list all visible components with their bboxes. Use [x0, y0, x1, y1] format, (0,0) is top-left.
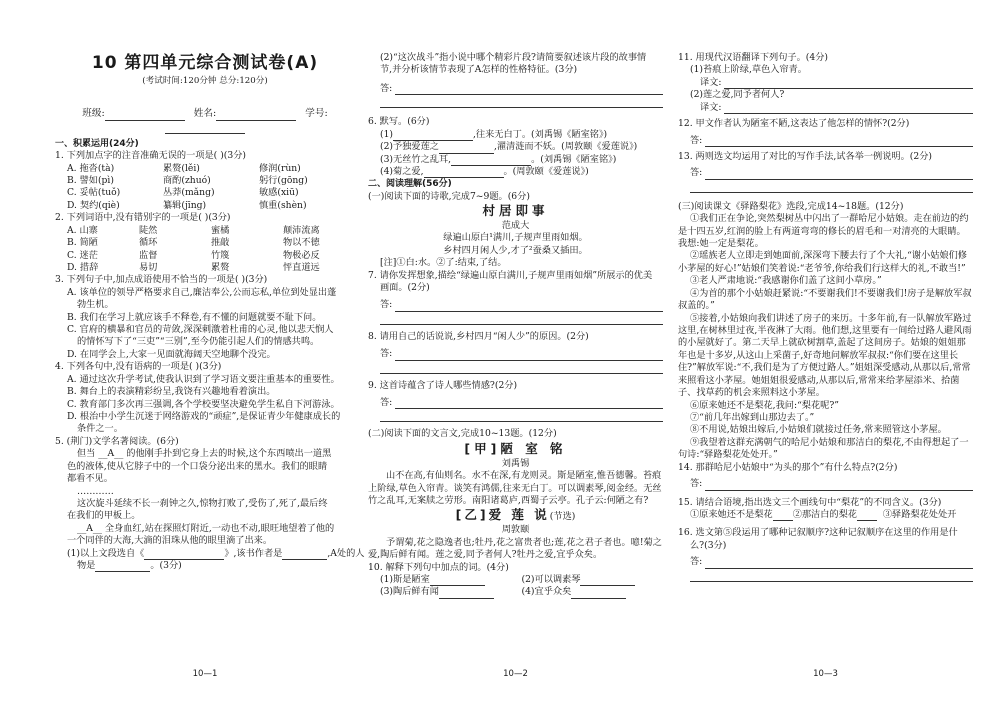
q15-item	[883, 509, 973, 521]
answer-label: 答:	[690, 556, 703, 568]
excerpt-line: 但当 __A__ 的他刚手扑到它身上去的时候,这个东西喷出一道黑	[77, 448, 332, 460]
name-label: 姓名:	[193, 108, 217, 119]
question-11-stem: 11. 用现代汉语翻译下列句子。(4分)	[678, 52, 828, 63]
book-title-field[interactable]	[144, 550, 224, 560]
question-2-option-c[interactable]	[55, 250, 355, 262]
answer-line[interactable]	[368, 348, 663, 360]
q10-item	[522, 574, 664, 586]
id-field[interactable]	[165, 124, 245, 134]
question-10-row	[368, 586, 663, 598]
option-word: 累赘	[211, 261, 230, 273]
passage-para: ④为首的那个小姑娘赶紧说:“不要谢我们!不要谢我们!房子是解放军叔叔盖的。”	[678, 287, 972, 312]
question-15: 15. 请结合语境,指出选文三个画线句中“梨花”的不同含义。(3分)	[678, 496, 942, 508]
option-word: B. 譬如(pì)	[67, 174, 114, 186]
question-7-cont: 画面。(2分)	[380, 281, 430, 293]
poem-line: 乡村四月闲人少,才了²蚕桑又插田。	[443, 244, 588, 256]
page-3	[678, 0, 973, 711]
question-text: (1)	[380, 128, 394, 140]
q10-item	[380, 574, 522, 586]
answer-line[interactable]	[690, 180, 973, 193]
answer-label: 答:	[690, 134, 703, 146]
poem-line: 绿遍山原白¹满川,子规声里雨如烟。	[443, 232, 588, 244]
option-word: 修润(rùn)	[259, 162, 301, 174]
option-word: 蜜橘	[211, 224, 230, 236]
option-word: 累赘(lěi)	[163, 162, 200, 174]
question-4-stem: 4. 下列各句中,没有语病的一项是( )(3分)	[55, 361, 222, 373]
q10-item	[522, 586, 664, 598]
q10-answer-field[interactable]	[439, 589, 494, 599]
q15-phrase: ③驿路梨花处处开	[882, 508, 957, 520]
answer-label: 答:	[380, 397, 393, 409]
class-field[interactable]	[105, 111, 185, 121]
excerpt-ellipsis: …………	[77, 485, 114, 497]
passage-para: ⑧不用说,姑娘出嫁后,小姑娘们就接过任务,常来照管这小茅屋。	[690, 424, 947, 436]
question-6-stem: 6. 默写。(6分)	[368, 116, 430, 128]
question-7: 7. 请你发挥想象,描绘“绿遍山原白满川,子规声里雨如烟”所展示的优美	[368, 269, 653, 281]
option-word: 循环	[139, 237, 158, 249]
answer-label: 答:	[690, 167, 703, 179]
exam-subtitle: (考试时间:120分钟 总分:120分)	[142, 76, 268, 86]
question-text: 。(刘禹锡《陋室铭》)	[531, 153, 617, 165]
option-word: 物以不徳	[283, 237, 320, 249]
answer-line[interactable]	[368, 299, 663, 311]
question-4-option-d[interactable]: D. 根治中小学生沉迷于网络游戏的“顽症”,是保证青少年健康成长的	[67, 411, 341, 422]
answer-line[interactable]	[368, 397, 663, 409]
excerpt-line: __A__ 全身血红,站在探照灯附近,一动也不动,眼旺地望着了他的	[77, 522, 335, 534]
poem-title: 村居即事	[482, 202, 549, 218]
question-5-2: (2)“这次战斗”指小说中哪个精彩片段?请简要叙述该片段的故事情	[380, 52, 647, 63]
reading-2-intro: (二)阅读下面的文言文,完成10~13题。(12分)	[368, 428, 557, 440]
q15-phrase: ①原来她还不是梨花	[690, 508, 773, 520]
question-text: 。(周敦颐《爱莲说》)	[503, 165, 589, 177]
question-16-cont: 么?(3分)	[690, 539, 727, 551]
question-1-stem: 1. 下列加点字的注音准确无误的一项是( )(3分)	[55, 150, 246, 162]
answer-line[interactable]	[368, 83, 663, 95]
passage-para: ①我们正在争论,突然梨树丛中闪出了一群哈尼小姑娘。走在前边的约是十四五岁,红润的脸上有两道弯弯的修长的眉毛和一对清亮的大眼睛。我想:她一定是梨花。	[678, 213, 969, 250]
question-text: ,往来无白丁。(刘禹锡《陋室铭》)	[473, 128, 608, 140]
poem-author: 范成大	[501, 219, 530, 231]
question-13: 13. 两则选文均运用了对比的写作手法,试各举一例说明。(2分)	[678, 150, 932, 162]
reading-1-intro: (一)阅读下面的诗歌,完成7~9题。(6分)	[368, 190, 530, 202]
option-word: A. 拖沓(tà)	[67, 162, 115, 174]
q10-item	[380, 586, 522, 598]
q10-word: (3)陶后鲜有闻	[380, 586, 439, 598]
answer-line[interactable]	[690, 569, 973, 582]
question-text: ,濯清涟而不妖。(周敦颐《爱莲说》)	[493, 141, 638, 153]
text-jia-author: 刘禹锡	[501, 457, 530, 469]
question-1-option-a[interactable]	[55, 163, 355, 175]
question-2-option-d[interactable]	[55, 262, 355, 274]
option-word: C. 妥帖(tuǒ)	[67, 187, 121, 199]
question-3-option-a-cont: 勃生机。	[77, 299, 114, 311]
q10-word: (1)斯是陋室	[380, 574, 430, 585]
option-word: D. 措辞	[67, 261, 99, 273]
translation-label: 译文:	[700, 76, 722, 88]
text-yi-title: [乙]爱 莲 说	[455, 507, 550, 523]
dictation-field[interactable]	[439, 144, 494, 154]
page-number: 10—1	[192, 669, 218, 679]
q15-item	[793, 509, 883, 521]
dictation-3	[368, 154, 663, 166]
question-2-stem: 2. 下列词语中,没有错别字的一项是( )(3分)	[55, 212, 231, 224]
student-info	[55, 108, 355, 134]
question-1-option-c[interactable]	[55, 187, 355, 199]
reading-3-intro: (三)阅读课文《驿路梨花》选段,完成14~18题。(12分)	[678, 200, 904, 212]
q10-answer-field[interactable]	[571, 589, 626, 599]
question-2-option-b[interactable]	[55, 237, 355, 249]
option-word: 易切	[139, 261, 158, 273]
page-3-content	[678, 52, 973, 582]
option-word: 丛莽(mǎng)	[163, 187, 215, 199]
page-1	[55, 0, 365, 711]
question-11-1: (1)苔痕上阶绿,草色入帘青。	[690, 64, 807, 76]
translation-line[interactable]	[678, 102, 973, 114]
question-text: (1)以上文段选自《	[67, 547, 145, 559]
excerpt-line: 一个同伴的大海,大滴的泪珠从他的眼里滴了出来。	[67, 535, 273, 547]
excerpt-line: 这次旋斗延续不长一刹钟之久,惊物打败了,受伤了,死了,最后终	[77, 497, 328, 509]
translation-label: 译文:	[700, 101, 722, 113]
question-1-option-b[interactable]	[55, 175, 355, 187]
option-word: 躬行(gōng)	[259, 174, 308, 186]
option-word: 物极必反	[283, 249, 320, 261]
question-5-1-cont	[55, 560, 355, 572]
passage-para: ⑦“前几年出嫁到山那边去了。”	[690, 411, 815, 423]
question-text: 。(3分)	[150, 560, 182, 572]
passage-para: ⑥原来她还不是梨花,我问:“梨花呢?”	[690, 399, 839, 411]
question-3-stem: 3. 下列句子中,加点成语使用不恰当的一项是( )(3分)	[55, 274, 268, 286]
question-3-option-c[interactable]: C. 官府的横暴和官员的苛敛,深深刺激着杜甫的心灵,他以悲天悯人	[67, 324, 334, 336]
option-word: 纂辑(jīng)	[163, 199, 207, 211]
option-word: 陡然	[139, 224, 158, 236]
dictation-field[interactable]	[424, 168, 504, 178]
dictation-1	[368, 129, 663, 141]
q10-answer-field[interactable]	[430, 576, 485, 586]
option-word: 商酌(zhuó)	[163, 174, 211, 186]
answer-label: 答:	[380, 299, 393, 311]
question-5-stem: 5. (荆门)文学名著阅读。(6分)	[55, 435, 179, 447]
passage-para: ③老人严肃地说:“我感谢你们盖了这间小草房。”	[690, 275, 882, 287]
excerpt-line: 都看不见。	[67, 473, 113, 485]
passage-para: ⑨我望着这群充满朝气的哈尼小姑娘和那洁白的梨花,不由得想起了一句诗:“驿路梨花处处开。”	[678, 436, 969, 461]
page-2-content	[368, 52, 663, 599]
text-yi-body: 予谓菊,花之隐逸者也;牡丹,花之富贵者也;莲,花之君子者也。噫!菊之爱,陶后鲜有闻。莲之爱,同予者何人?牡丹之爱,宜乎众矣。	[368, 536, 662, 561]
text-yi-author: 周敦颐	[501, 524, 530, 536]
question-3-option-a[interactable]: A. 该单位的领导严格要求自己,廉洁奉公,公而忘私,单位到处显出蓬	[67, 286, 337, 298]
question-text: 》,该书作者是	[224, 547, 283, 559]
option-word: 推敲	[211, 237, 230, 249]
section-heading: 二、阅读理解(56分)	[368, 179, 452, 190]
question-5-2-cont: 节,并分析该情节表现了A怎样的性格特征。(3分)	[380, 64, 578, 76]
question-11-2: (2)莲之爱,同予者何人?	[690, 89, 785, 101]
name-field[interactable]	[216, 111, 296, 121]
author-field[interactable]	[282, 550, 327, 560]
question-3-option-c-cont: 的情怀写下了“三吏”“三别”,至今仍能引起人们的情感共鸣。	[77, 336, 320, 348]
answer-line[interactable]	[678, 478, 973, 490]
excerpt-line: 在我们的甲板上。	[67, 510, 141, 522]
class-label: 班级:	[82, 108, 105, 119]
option-word: C. 迷茫	[67, 249, 98, 261]
answer-line[interactable]	[380, 409, 663, 422]
question-3-option-b[interactable]: B. 我们在学习上就应该手不释卷,有不懂的问题就要不耻下问。	[67, 311, 322, 323]
answer-line[interactable]	[380, 361, 663, 374]
q10-word: (4)宜乎众矣	[521, 586, 572, 598]
option-word: B. 简陋	[67, 237, 98, 249]
text-yi-heading	[368, 507, 663, 524]
question-9: 9. 这首诗蕴含了诗人哪些情感?(2分)	[368, 379, 518, 391]
question-3-option-d[interactable]: D. 在同学会上,大家一见面就海阔天空地聊个没完。	[67, 348, 276, 360]
dictation-4	[368, 166, 663, 178]
text-jia-title: [甲]陋 室 铭	[464, 440, 567, 456]
q15-answer-field[interactable]	[857, 511, 877, 521]
question-4-option-c[interactable]: C. 教育部门多次再三强调,各个学校要坚决避免学生私自下河游泳。	[67, 398, 340, 410]
text-yi-tag: (节选)	[549, 511, 576, 523]
dictation-field[interactable]	[451, 156, 531, 166]
question-12: 12. 甲文作者认为陋室不陋,这表达了他怎样的情怀?(2分)	[678, 118, 910, 130]
q10-answer-field[interactable]	[580, 576, 635, 586]
option-word: A. 山寨	[67, 224, 98, 236]
question-text: (3)无丝竹之乱耳,	[380, 153, 452, 165]
id-label: 学号:	[305, 108, 328, 119]
answer-line[interactable]	[678, 556, 973, 568]
question-10-stem: 10. 解释下列句中加点的词。(4分)	[368, 561, 509, 573]
page-number: 10—2	[503, 669, 528, 679]
passage-para: ②瑶族老人立即走到她面前,深深弯下腰去行了个大礼,“谢小姑娘们修小茅屋的好心!”姑娘们笑着说:“老爷爷,你给我们行这样大的礼,不敢当!”	[678, 250, 967, 274]
option-word: 监督	[139, 249, 158, 261]
answer-label: 答:	[380, 82, 393, 94]
q15-item	[690, 509, 793, 521]
question-10-row	[368, 574, 663, 586]
exam-title: 10 第四单元综合测试卷(A)	[91, 53, 319, 73]
answer-label: 答:	[690, 478, 703, 490]
question-15-options	[678, 509, 973, 521]
question-text: (4)菊之爱,	[380, 165, 424, 177]
dictation-field[interactable]	[393, 131, 473, 141]
question-2-option-a[interactable]	[55, 225, 355, 237]
section-accumulation	[55, 138, 365, 572]
answer-line[interactable]	[380, 312, 663, 325]
translation-line[interactable]	[678, 77, 973, 89]
question-text: 物是	[77, 560, 96, 572]
answer-line[interactable]	[678, 167, 973, 179]
poem-note: [注]①白:水。②了:结束,了结。	[380, 257, 507, 269]
question-5-1	[55, 547, 365, 560]
question-4-option-a[interactable]: A. 通过这次升学考试,使我认识到了学习语文要注重基本的重要性。	[67, 373, 340, 385]
dictation-2	[368, 141, 663, 153]
answer-line[interactable]	[678, 135, 973, 147]
option-word: 慎重(shèn)	[259, 199, 307, 211]
option-word: 怦直道远	[283, 261, 320, 273]
answer-label: 答:	[380, 348, 393, 360]
page-2	[368, 0, 663, 711]
option-word: D. 契约(qiè)	[67, 199, 120, 211]
question-14: 14. 那群哈尼小姑娘中“为头的那个”有什么特点?(2分)	[678, 461, 898, 473]
question-1-option-d[interactable]	[55, 200, 355, 212]
q15-answer-field[interactable]	[773, 511, 793, 521]
question-text: (2)予独爱莲之	[380, 141, 439, 153]
excerpt-line: 色的液体,使从它脖子中的一个口袋分泌出来的黑水。我们的眼睛	[67, 460, 328, 472]
page-number: 10—3	[813, 669, 838, 679]
q10-word: (2)可以调素琴	[521, 574, 581, 585]
option-word: 颠沛流离	[283, 224, 320, 236]
question-8: 8. 请用自己的话说说,乡村四月“闲人少”的原因。(2分)	[368, 330, 589, 342]
question-4-option-b[interactable]: B. 舞台上的表演精彩纷呈,我饶有兴趣地看着演出。	[67, 386, 276, 398]
option-word: 敏感(xiū)	[259, 187, 299, 199]
character-field[interactable]	[95, 562, 150, 572]
question-16: 16. 选文第⑤段运用了哪种记叙顺序?这种记叙顺序在这里的作用是什	[678, 527, 958, 539]
q15-phrase: ②那洁白的梨花	[792, 508, 857, 520]
answer-line[interactable]	[380, 95, 663, 108]
section-heading: 一、积累运用(24分)	[55, 139, 139, 149]
text-jia-body: 山不在高,有仙则名。水不在深,有龙则灵。斯是陋室,惟吾德馨。苔痕上阶绿,草色入帘青。谈笑有鸿儒,往来无白丁。可以调素琴,阅金经。无丝竹之乱耳,无案牍之劳形。南阳诸葛庐,西蜀子云亭。孔子云:何陋之有?	[368, 470, 662, 507]
question-text: ,A处的人	[327, 547, 365, 559]
passage-para: ⑤接着,小姑娘向我们讲述了房子的来历。十多年前,有一队解放军路过这里,在树林里过夜,半夜淋了大雨。他们想,这里要有一间给过路人避风雨的小屋就好了。第二天早上就砍树割草,盖起了这间房子。姑娘的姐姐那年也是十多岁,从这山上采菌子,好奇地问解放军叔叔:“你们要在这里长住?”解放军说:“不,我们是为了方便过路人。”姐姐深受感动,从那以后,常常来照看这小茅屋。她姐姐很爱感动,从那以后,常常来给茅屋添米、拾菌子、找草药的机会来照料这小茅屋。	[678, 312, 972, 399]
option-word: 竹篾	[211, 249, 230, 261]
question-4-option-d-cont: 条件之一。	[77, 423, 123, 435]
